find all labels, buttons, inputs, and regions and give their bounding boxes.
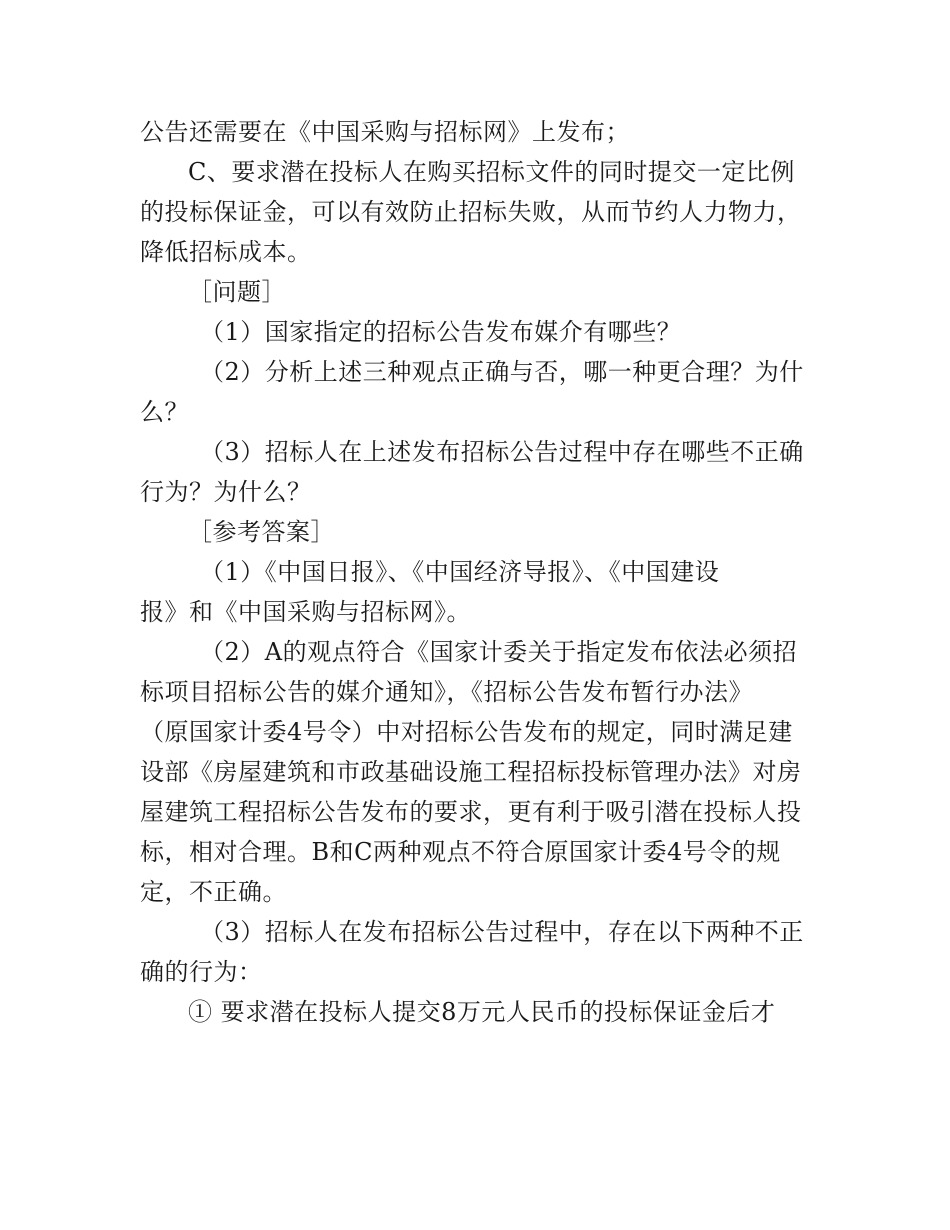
list-item-1: ① 要求潜在投标人提交8万元人民币的投标保证金后才: [188, 998, 776, 1026]
answer-1: （1）《中国日报》、《中国经济导报》、《中国建设: [200, 558, 720, 586]
text-line: 报》和《中国采购与招标网》。: [140, 598, 471, 626]
section-heading-answer: ［参考答案］: [188, 518, 335, 546]
text-line: 定，不正确。: [140, 878, 287, 906]
text-line: 屋建筑工程招标公告发布的要求，更有利于吸引潜在投标人投: [140, 798, 802, 826]
question-2: （2）分析上述三种观点正确与否，哪一种更合理？为什: [200, 358, 804, 386]
text-line: 么？: [140, 398, 189, 426]
question-3: （3）招标人在上述发布招标公告过程中存在哪些不正确: [200, 438, 804, 466]
answer-3: （3）招标人在发布招标公告过程中，存在以下两种不正: [200, 918, 804, 946]
text-line: 设部《房屋建筑和市政基础设施工程招标投标管理办法》对房: [140, 758, 802, 786]
text-line: （原国家计委4号令）中对招标公告发布的规定，同时满足建: [140, 718, 793, 746]
text-line: C、要求潜在投标人在购买招标文件的同时提交一定比例: [188, 158, 795, 186]
answer-2: （2）A的观点符合《国家计委关于指定发布依法必须招: [200, 638, 798, 666]
question-1: （1）国家指定的招标公告发布媒介有哪些？: [200, 318, 682, 346]
text-line: 的投标保证金，可以有效防止招标失败，从而节约人力物力，: [140, 198, 802, 226]
section-heading-question: ［问题］: [188, 278, 286, 306]
text-line: 标，相对合理。B和C两种观点不符合原国家计委4号令的规: [140, 838, 781, 866]
text-line: 标项目招标公告的媒介通知》，《招标公告发布暂行办法》: [140, 678, 753, 706]
text-line: 降低招标成本。: [140, 238, 312, 266]
document-body: [140, 112, 812, 1032]
text-line: 公告还需要在《中国采购与招标网》上发布；: [140, 118, 630, 146]
text-line: 行为？为什么？: [140, 478, 312, 506]
text-line: 确的行为：: [140, 958, 263, 986]
